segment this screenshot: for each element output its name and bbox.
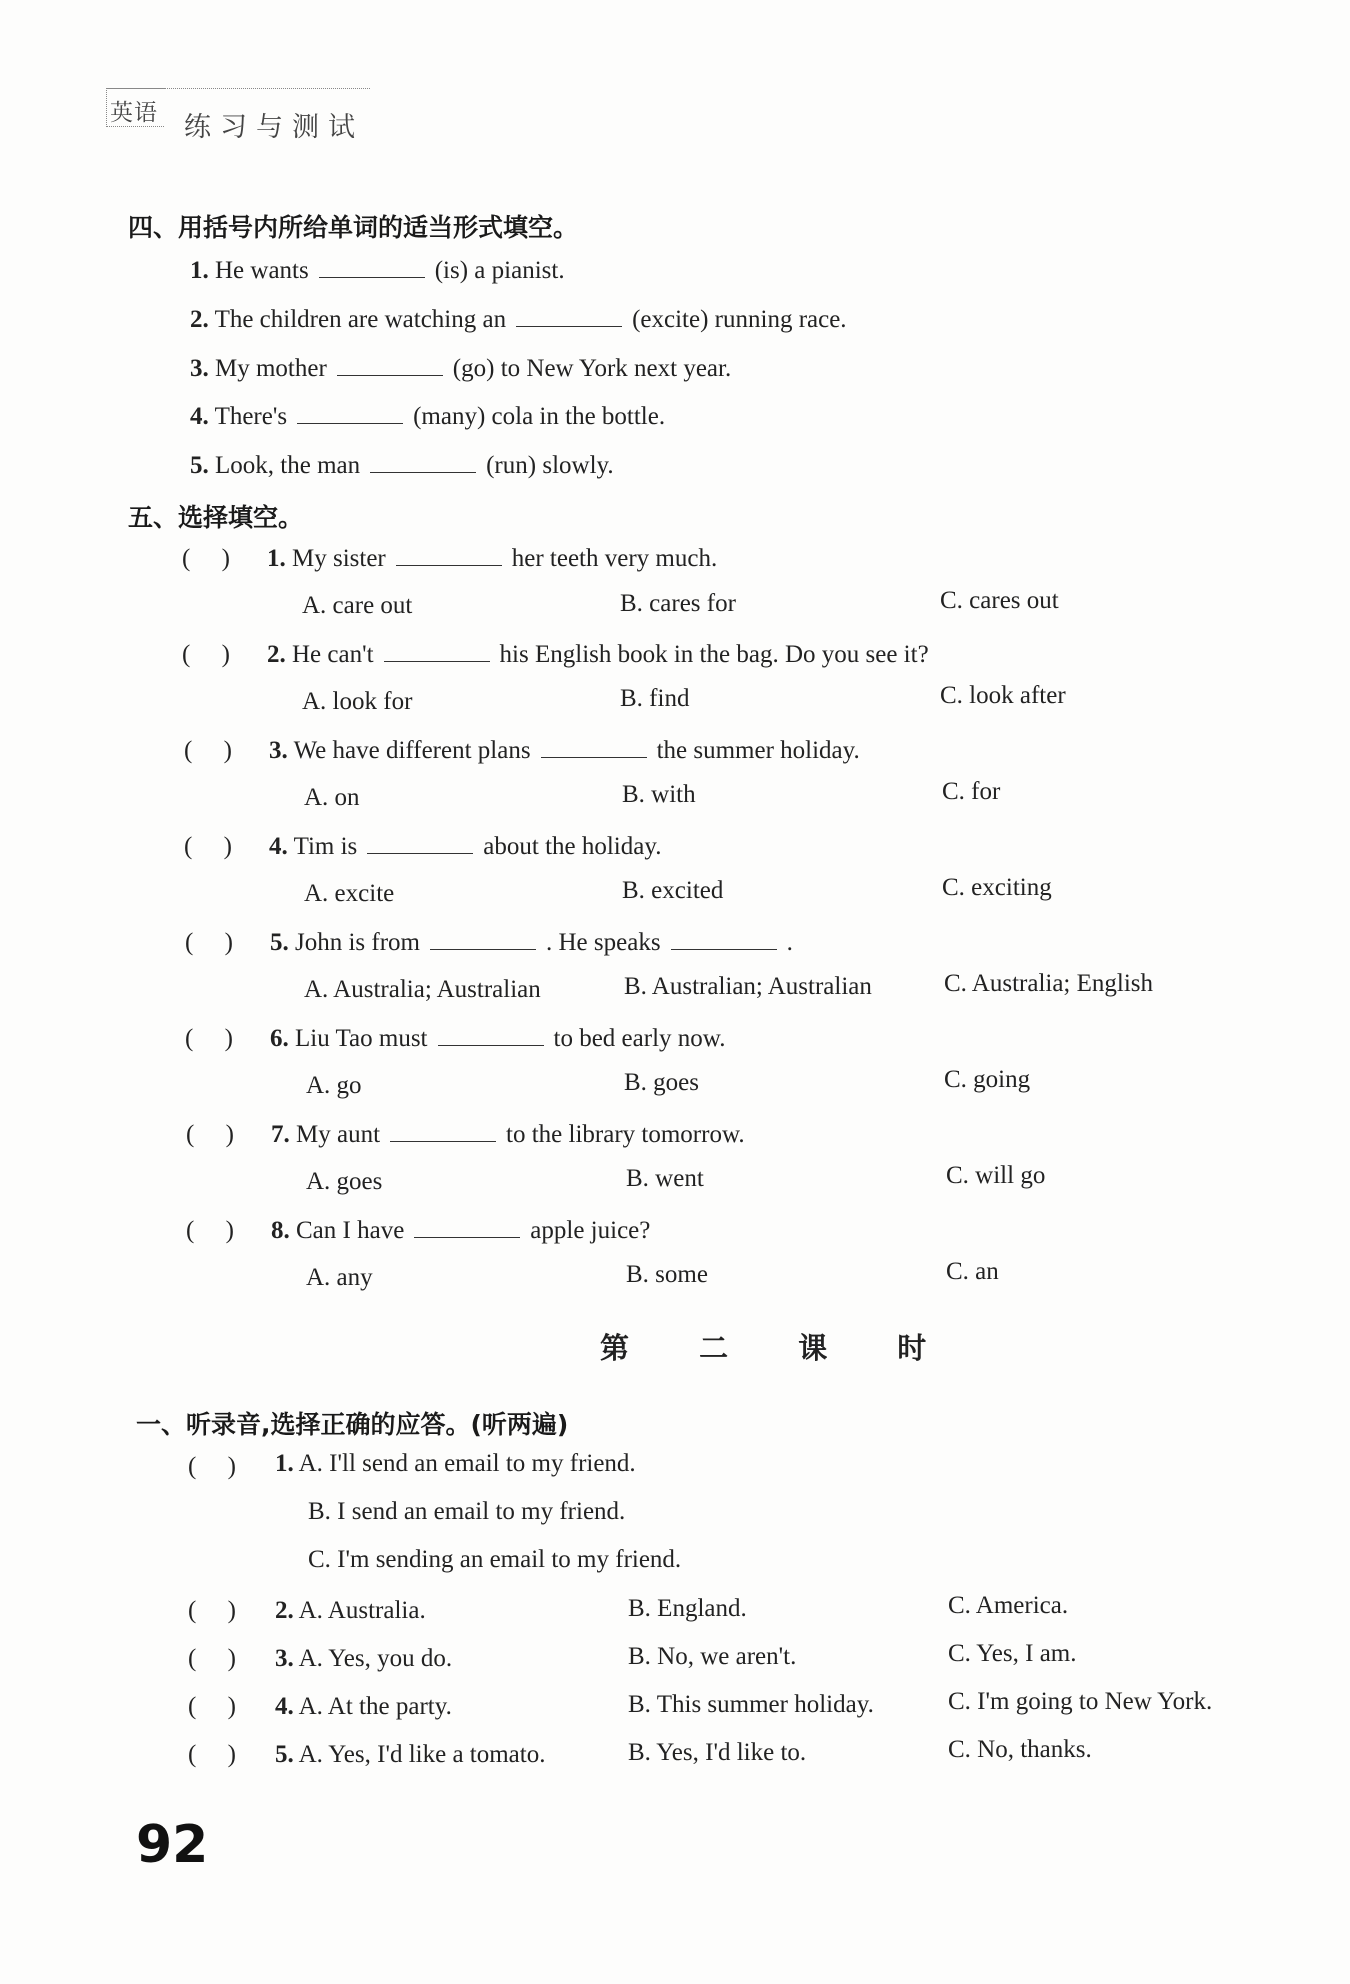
item-number: 1.	[267, 545, 286, 572]
item-before: There's	[214, 403, 288, 430]
answer-blank	[414, 1219, 520, 1238]
s4-item-2	[190, 306, 847, 334]
item-number: 6.	[270, 1025, 289, 1052]
item-number: 3.	[275, 1645, 294, 1672]
item-number: 3.	[190, 355, 209, 382]
item-after: (go) to New York next year.	[452, 355, 732, 382]
answer-blank	[438, 1027, 544, 1046]
answer-parens[interactable]: ( )	[186, 1121, 234, 1148]
item-after: (is) a pianist.	[434, 257, 565, 284]
option-a: A. look for	[302, 688, 413, 715]
page-number: 92	[136, 1815, 209, 1875]
answer-parens[interactable]: ( )	[184, 833, 232, 860]
option-a: A. Yes, I'd like a tomato.	[298, 1741, 546, 1768]
l-item-5	[275, 1741, 545, 1769]
option-c: C. going	[944, 1066, 1031, 1093]
s5-item-6	[270, 1025, 725, 1053]
answer-parens[interactable]: ( )	[185, 929, 233, 956]
item-before: Look, the man	[215, 452, 361, 479]
stem-part: .	[786, 929, 793, 956]
listening-heading: 一、听录音,选择正确的应答。(听两遍)	[136, 1410, 569, 1439]
stem-part: John is from	[295, 929, 420, 956]
option-b: B. Australian; Australian	[624, 973, 872, 1000]
answer-blank[interactable]	[370, 454, 476, 473]
option-b: B. find	[620, 685, 690, 712]
s5-item-1	[267, 545, 717, 573]
answer-blank[interactable]	[516, 308, 622, 327]
item-number: 7.	[271, 1121, 290, 1148]
stem-part: We have different plans	[293, 737, 531, 764]
stem-part: to bed early now.	[553, 1025, 726, 1052]
option-b: B. excited	[622, 877, 724, 904]
option-a: A. goes	[306, 1168, 383, 1195]
answer-blank	[671, 931, 777, 950]
item-before: My mother	[215, 355, 327, 382]
l-item-2	[275, 1597, 426, 1625]
item-after: (excite) running race.	[632, 306, 847, 333]
option-a: A. At the party.	[298, 1693, 452, 1720]
s5-item-7	[271, 1121, 745, 1149]
s5-item-2	[267, 641, 929, 669]
option-c: C. I'm going to New York.	[948, 1688, 1213, 1715]
s4-item-3	[190, 355, 731, 383]
item-number: 4.	[190, 403, 209, 430]
section5-heading: 五、选择填空。	[128, 503, 304, 532]
answer-blank[interactable]	[297, 405, 403, 424]
option-a: A. Yes, you do.	[298, 1645, 453, 1672]
answer-blank	[384, 643, 490, 662]
stem-part: his English book in the bag. Do you see it?	[499, 641, 929, 668]
s5-item-8	[271, 1217, 650, 1245]
option-b: B. No, we aren't.	[628, 1643, 797, 1670]
s5-item-3	[269, 737, 860, 765]
item-before: The children are watching an	[214, 306, 507, 333]
option-b: B. with	[622, 781, 696, 808]
option-a: A. excite	[304, 880, 395, 907]
stem-part: about the holiday.	[483, 833, 662, 860]
option-b: B. I send an email to my friend.	[308, 1498, 626, 1525]
answer-blank	[541, 739, 647, 758]
item-before: He wants	[215, 257, 309, 284]
answer-blank	[367, 835, 473, 854]
option-c: C. Yes, I am.	[948, 1640, 1077, 1667]
stem-part: the summer holiday.	[656, 737, 860, 764]
option-c: C. cares out	[940, 587, 1059, 614]
option-b: B. cares for	[620, 590, 736, 617]
option-b: B. Yes, I'd like to.	[628, 1739, 807, 1766]
stem-part: He can't	[292, 641, 374, 668]
item-number: 3.	[269, 737, 288, 764]
stem-part: Tim is	[293, 833, 358, 860]
option-a: A. go	[306, 1072, 362, 1099]
answer-parens[interactable]: ( )	[188, 1453, 236, 1480]
option-a: A. any	[306, 1264, 373, 1291]
option-c: C. exciting	[942, 874, 1052, 901]
option-c: C. an	[946, 1258, 999, 1285]
item-number: 5.	[275, 1741, 294, 1768]
stem-part: My sister	[292, 545, 386, 572]
item-after: (run) slowly.	[486, 452, 614, 479]
stem-part: her teeth very much.	[511, 545, 718, 572]
header-title: 练习与测试	[184, 112, 364, 143]
option-c: C. I'm sending an email to my friend.	[308, 1546, 682, 1573]
answer-parens[interactable]: ( )	[188, 1597, 236, 1624]
item-number: 8.	[271, 1217, 290, 1244]
answer-blank	[396, 547, 502, 566]
option-c: C. look after	[940, 682, 1066, 709]
item-number: 2.	[190, 306, 209, 333]
s4-item-1	[190, 257, 565, 285]
answer-blank[interactable]	[319, 259, 425, 278]
option-a: A. I'll send an email to my friend.	[298, 1450, 636, 1477]
item-number: 1.	[275, 1450, 294, 1477]
stem-part: . He speaks	[546, 929, 661, 956]
l-item-1	[275, 1450, 636, 1478]
answer-parens[interactable]: ( )	[188, 1693, 236, 1720]
option-b: B. went	[626, 1165, 704, 1192]
answer-parens[interactable]: ( )	[188, 1741, 236, 1768]
option-a: A. care out	[302, 592, 413, 619]
item-number: 4.	[269, 833, 288, 860]
section4-heading: 四、用括号内所给单词的适当形式填空。	[128, 213, 579, 242]
answer-blank	[390, 1123, 496, 1142]
item-number: 4.	[275, 1693, 294, 1720]
option-a: A. Australia.	[298, 1597, 426, 1624]
lesson-title: 第 二 课 时	[600, 1331, 957, 1365]
item-number: 1.	[190, 257, 209, 284]
stem-part: Liu Tao must	[295, 1025, 428, 1052]
item-number: 2.	[275, 1597, 294, 1624]
stem-part: apple juice?	[530, 1217, 651, 1244]
option-c: C. Australia; English	[944, 970, 1154, 997]
answer-parens[interactable]: ( )	[185, 1025, 233, 1052]
s5-item-5	[270, 929, 793, 957]
header-subject: 英语	[110, 100, 158, 126]
stem-part: My aunt	[296, 1121, 381, 1148]
stem-part: to the library tomorrow.	[506, 1121, 745, 1148]
l-item-4	[275, 1693, 452, 1721]
option-b: B. This summer holiday.	[628, 1691, 874, 1718]
option-b: B. goes	[624, 1069, 699, 1096]
answer-parens[interactable]: ( )	[182, 545, 230, 572]
option-a: A. on	[304, 784, 360, 811]
answer-parens[interactable]: ( )	[186, 1217, 234, 1244]
item-number: 2.	[267, 641, 286, 668]
item-after: (many) cola in the bottle.	[413, 403, 666, 430]
s4-item-4	[190, 403, 665, 431]
s4-item-5	[190, 452, 614, 480]
answer-blank	[430, 931, 536, 950]
l-item-3	[275, 1645, 452, 1673]
item-number: 5.	[190, 452, 209, 479]
answer-parens[interactable]: ( )	[184, 737, 232, 764]
option-c: C. America.	[948, 1592, 1069, 1619]
option-b: B. England.	[628, 1595, 747, 1622]
stem-part: Can I have	[296, 1217, 405, 1244]
option-a: A. Australia; Australian	[304, 976, 541, 1003]
option-c: C. will go	[946, 1162, 1046, 1189]
item-number: 5.	[270, 929, 289, 956]
answer-blank[interactable]	[337, 357, 443, 376]
option-c: C. for	[942, 778, 1001, 805]
option-b: B. some	[626, 1261, 708, 1288]
option-c: C. No, thanks.	[948, 1736, 1092, 1763]
answer-parens[interactable]: ( )	[188, 1645, 236, 1672]
s5-item-4	[269, 833, 661, 861]
answer-parens[interactable]: ( )	[182, 641, 230, 668]
